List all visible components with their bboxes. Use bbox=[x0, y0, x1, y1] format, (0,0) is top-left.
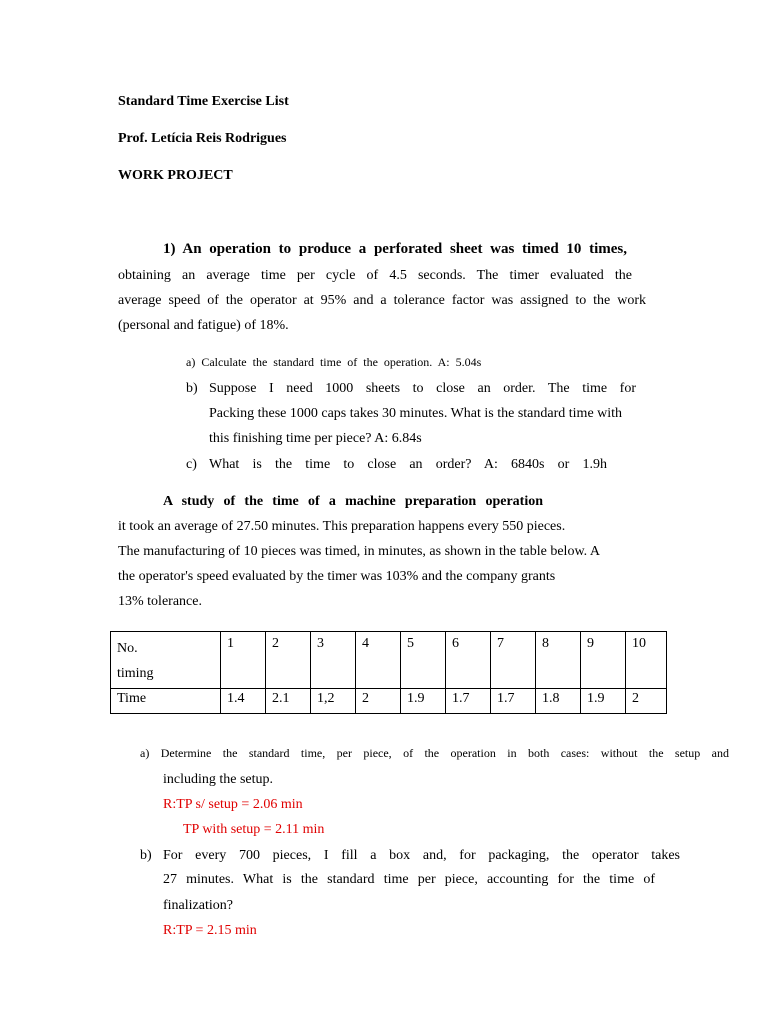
row-label-line-1: No. bbox=[117, 641, 138, 656]
q2-item-a-answer-1: R:TP s/ setup = 2.06 min bbox=[163, 797, 303, 812]
table-cell: 1.4 bbox=[221, 689, 266, 714]
table-cell: 2 bbox=[626, 689, 667, 714]
q2-item-a-line-1: a) Determine the standard time, per piece, of the operation in both cases: without the setup and bbox=[140, 746, 729, 760]
table-cell: 9 bbox=[581, 632, 626, 689]
q1-line-2: average speed of the operator at 95% and a tolerance factor was assigned to the work bbox=[118, 293, 646, 308]
q1-item-c-label: c) bbox=[186, 457, 197, 472]
table-cell: 2.1 bbox=[266, 689, 311, 714]
q1-item-b-line-3: this finishing time per piece? A: 6.84s bbox=[209, 431, 422, 446]
table-cell: 1.9 bbox=[581, 689, 626, 714]
table-cell: 3 bbox=[311, 632, 356, 689]
table-cell: 4 bbox=[356, 632, 401, 689]
q2-item-b-answer: R:TP = 2.15 min bbox=[163, 923, 257, 938]
q1-item-b-line-1: Suppose I need 1000 sheets to close an order. The time for bbox=[209, 381, 636, 396]
table-cell: 2 bbox=[356, 689, 401, 714]
document-title: Standard Time Exercise List bbox=[118, 94, 289, 109]
q1-item-a: a) Calculate the standard time of the operation. A: 5.04s bbox=[186, 355, 482, 369]
timing-table bbox=[110, 631, 667, 714]
q2-item-b-line-1: For every 700 pieces, I fill a box and, for packaging, the operator takes bbox=[163, 848, 680, 863]
table-cell: 1.7 bbox=[491, 689, 536, 714]
q2-line-1: it took an average of 27.50 minutes. This preparation happens every 550 pieces. bbox=[118, 519, 566, 534]
table-cell: 1,2 bbox=[311, 689, 356, 714]
table-cell: 2 bbox=[266, 632, 311, 689]
table-row bbox=[111, 632, 667, 689]
q2-line-2: The manufacturing of 10 pieces was timed, in minutes, as shown in the table below. A bbox=[118, 544, 600, 559]
table-cell: 5 bbox=[401, 632, 446, 689]
table-cell: 10 bbox=[626, 632, 667, 689]
table-cell: 1.8 bbox=[536, 689, 581, 714]
q2-heading: A study of the time of a machine preparation operation bbox=[163, 494, 543, 509]
q2-item-b-label: b) bbox=[140, 848, 152, 863]
q1-heading: 1) An operation to produce a perforated sheet was timed 10 times, bbox=[163, 241, 627, 257]
q1-item-b-line-2: Packing these 1000 caps takes 30 minutes. What is the standard time with bbox=[209, 406, 623, 421]
q2-item-a-answer-2: TP with setup = 2.11 min bbox=[183, 822, 325, 837]
q2-item-b-line-3: finalization? bbox=[163, 898, 233, 913]
table-row-label-time: Time bbox=[111, 689, 221, 714]
table-row-label-timing bbox=[111, 632, 221, 689]
table-cell: 7 bbox=[491, 632, 536, 689]
row-label-line-2: timing bbox=[117, 666, 154, 681]
q2-line-3: the operator's speed evaluated by the timer was 103% and the company grants bbox=[118, 569, 556, 584]
q2-line-4: 13% tolerance. bbox=[118, 594, 202, 609]
professor-name: Prof. Letícia Reis Rodrigues bbox=[118, 131, 287, 146]
table-cell: 6 bbox=[446, 632, 491, 689]
table-cell: 1.9 bbox=[401, 689, 446, 714]
q1-item-b-label: b) bbox=[186, 381, 198, 396]
table-cell: 1 bbox=[221, 632, 266, 689]
q1-line-1: obtaining an average time per cycle of 4.5 seconds. The timer evaluated the bbox=[118, 268, 632, 283]
q1-line-3: (personal and fatigue) of 18%. bbox=[118, 318, 289, 333]
table-cell: 1.7 bbox=[446, 689, 491, 714]
table-cell: 8 bbox=[536, 632, 581, 689]
q1-item-c-text: What is the time to close an order? A: 6840s or 1.9h bbox=[209, 457, 607, 472]
q2-item-a-line-2: including the setup. bbox=[163, 772, 274, 787]
q2-item-b-line-2: 27 minutes. What is the standard time per piece, accounting for the time of bbox=[163, 872, 655, 887]
project-heading: WORK PROJECT bbox=[118, 168, 233, 183]
table-row bbox=[111, 689, 667, 714]
